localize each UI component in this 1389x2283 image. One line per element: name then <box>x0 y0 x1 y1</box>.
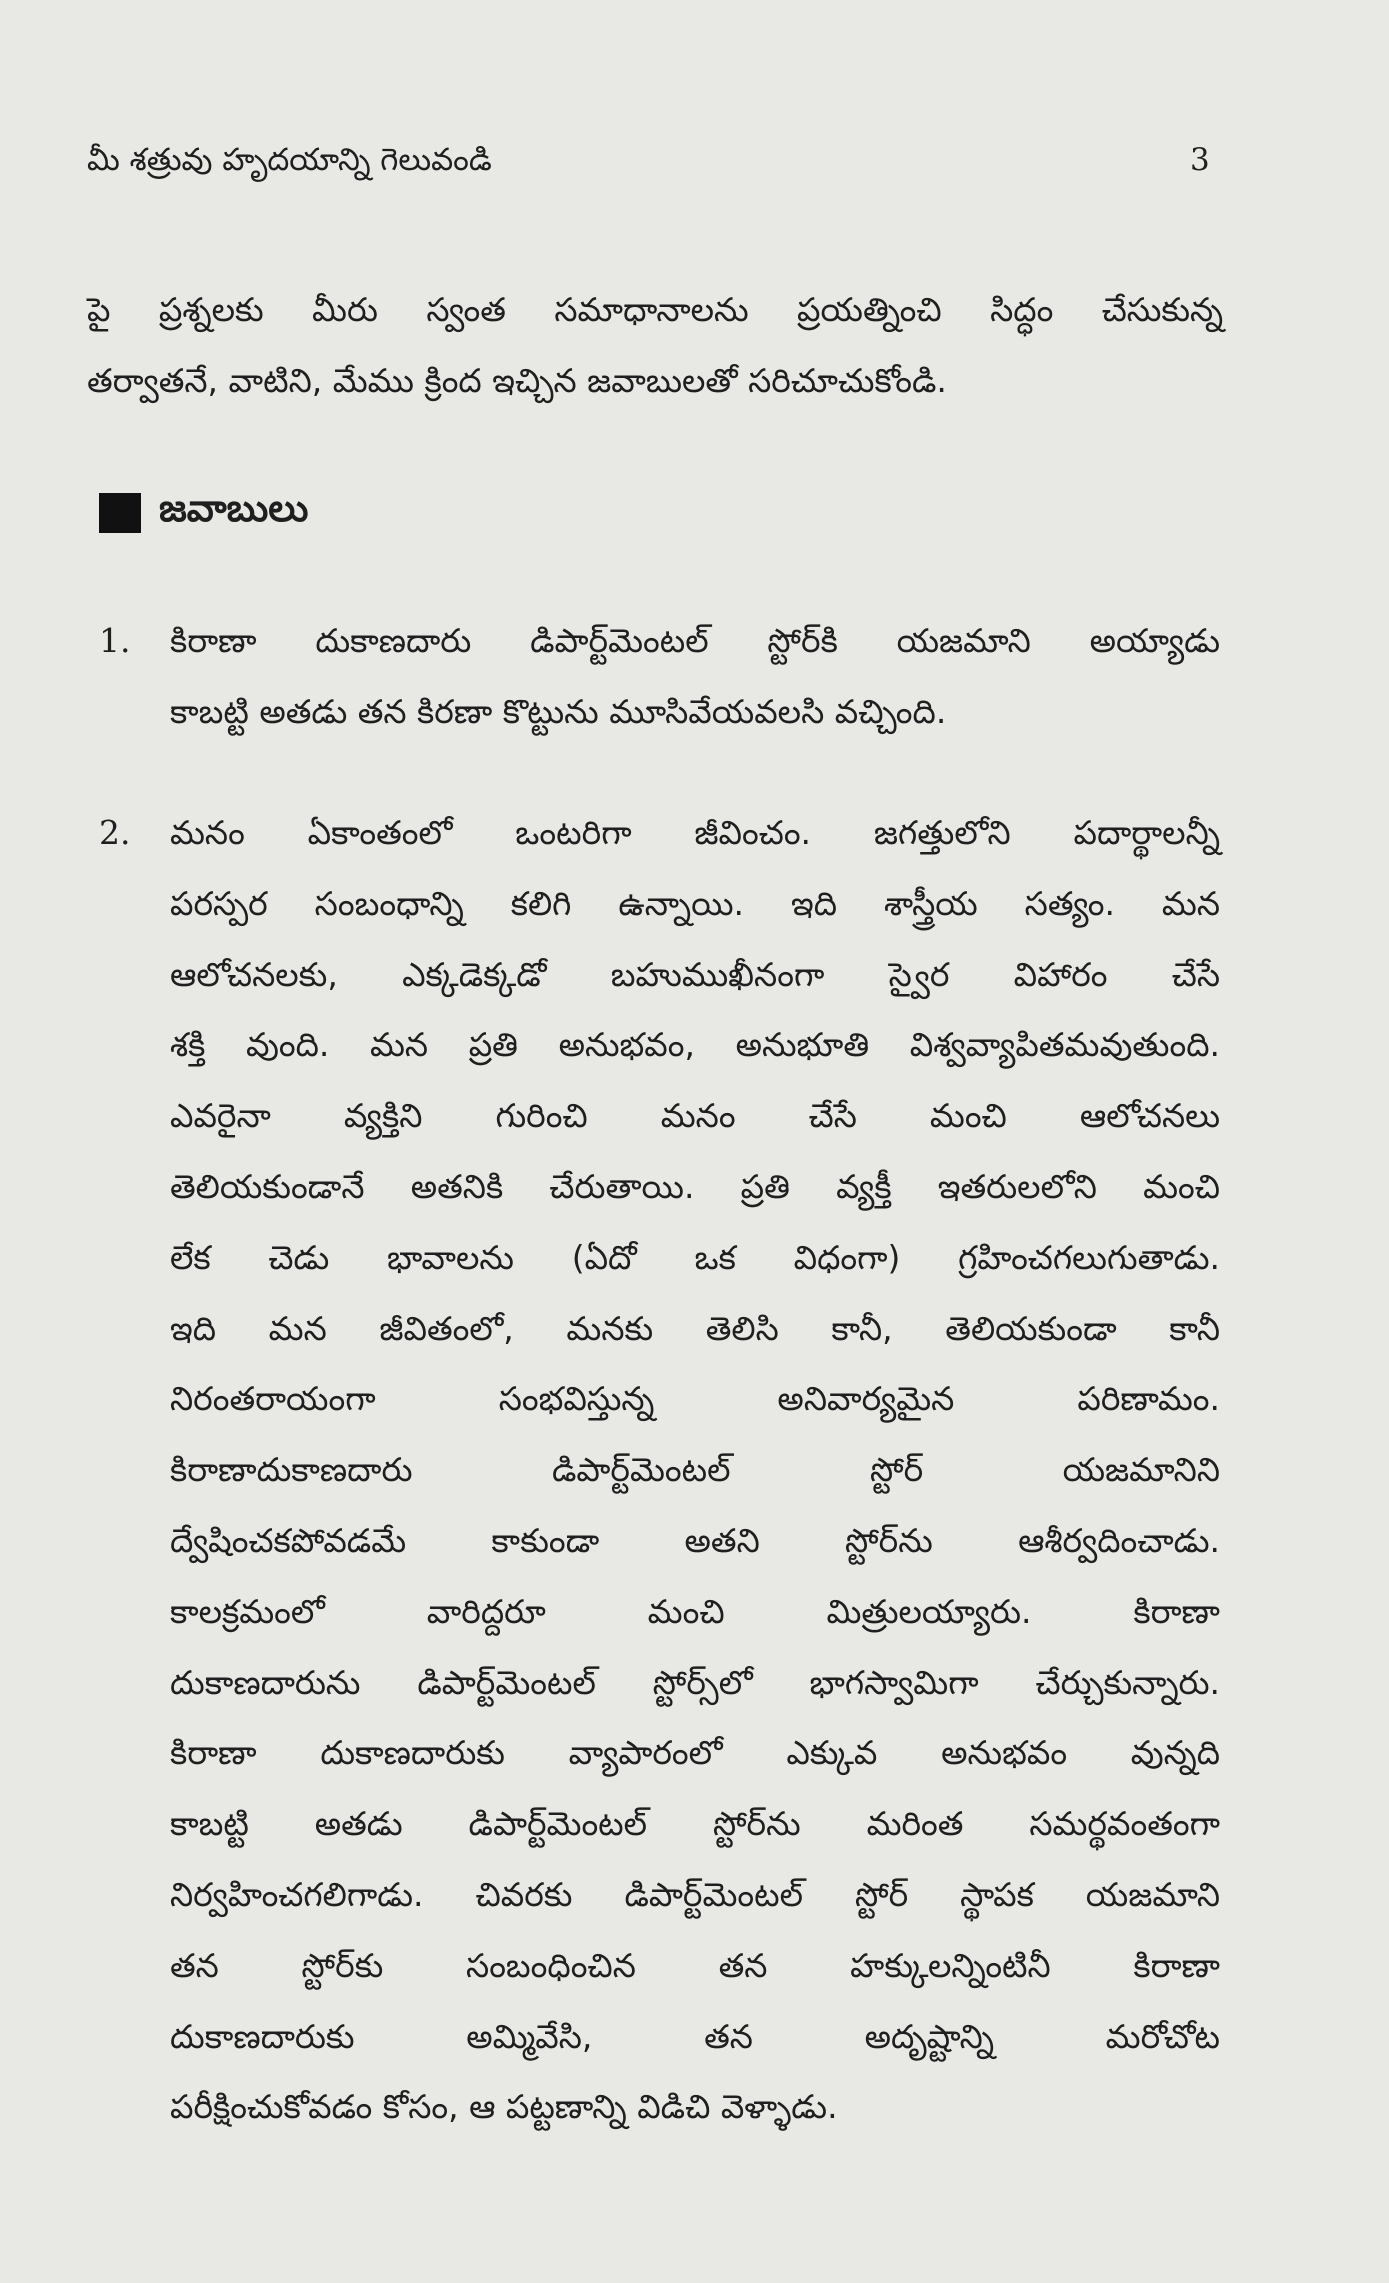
text-line: దుకాణదారును డిపార్ట్‌మెంటల్ స్టోర్స్‌లో భాగస్వామిగా చేర్చుకున్నారు. <box>170 1662 1220 1702</box>
answer-number: 1. <box>99 621 131 660</box>
text-line: ద్వేషించకపోవడమే కాకుండా అతని స్టోర్‌ను ఆశీర్వదించాడు. <box>170 1521 1220 1560</box>
section-heading-text: జవాబులు <box>159 486 309 530</box>
text-line: తన స్టోర్‌కు సంబంధించిన తన హక్కులన్నింటినీ కిరాణా <box>170 1945 1220 1985</box>
text-line: కిరాణాదుకాణదారు డిపార్ట్‌మెంటల్ స్టోర్ యజమానిని <box>170 1450 1220 1490</box>
text-line: లేక చెడు భావాలను (ఏదో ఒక విధంగా) గ్రహించగలుగుతాడు. <box>170 1237 1220 1277</box>
text-line: కిరాణా దుకాణదారు డిపార్ట్‌మెంటల్ స్టోర్‌కి యజమాని అయ్యాడు <box>170 621 1220 660</box>
section-heading <box>99 486 308 540</box>
running-title: మీ శత్రువు హృదయాన్ని గెలువండి <box>87 142 492 178</box>
text-line: పరీక్షించుకోవడం కోసం, ఆ పట్టణాన్ని విడిచి వెళ్ళాడు. <box>170 2087 838 2127</box>
page-number: 3 <box>1190 142 1210 178</box>
text-line: కాబట్టి అతడు డిపార్ట్‌మెంటల్ స్టోర్‌ను మరింత సమర్థవంతంగా <box>170 1804 1220 1844</box>
text-line: కాబట్టి అతడు తన కిరణా కొట్టును మూసివేయవలసి వచ్చింది. <box>170 691 947 731</box>
text-line: ఎవరైనా వ్యక్తిని గురించి మనం చేసే మంచి ఆలోచనలు <box>170 1096 1220 1136</box>
text-line: శక్తి వుంది. మన ప్రతి అనుభవం, అనుభూతి విశ్వవ్యాపితమవుతుంది. <box>170 1025 1220 1065</box>
text-line: ఆలోచనలకు, ఎక్కడెక్కడో బహుముఖీనంగా స్వైర విహారం చేసే <box>170 954 1220 994</box>
text-line: కిరాణా దుకాణదారుకు వ్యాపారంలో ఎక్కువ అనుభవం వున్నది <box>170 1733 1220 1773</box>
text-line: తర్వాతనే, వాటిని, మేము క్రింద ఇచ్చిన జవాబులతో సరిచూచుకోండి. <box>87 361 947 400</box>
text-line: మనం ఏకాంతంలో ఒంటరిగా జీవించం. జగత్తులోని పదార్థాలన్నీ <box>170 813 1220 852</box>
text-line: తెలియకుండానే అతనికి చేరుతాయి. ప్రతి వ్యక్తీ ఇతరులలోని మంచి <box>170 1167 1220 1206</box>
text-line: నిరంతరాయంగా సంభవిస్తున్న అనివార్యమైన పరిణామం. <box>170 1379 1220 1419</box>
text-line: పరస్పర సంబంధాన్ని కలిగి ఉన్నాయి. ఇది శాస్త్రీయ సత్యం. మన <box>170 883 1220 923</box>
answer-number: 2. <box>99 813 131 852</box>
text-line: నిర్వహించగలిగాడు. చివరకు డిపార్ట్‌మెంటల్ స్టోర్ స్థాపక యజమాని <box>170 1875 1220 1914</box>
text-line: ఇది మన జీవితంలో, మనకు తెలిసి కానీ, తెలియకుండా కానీ <box>170 1308 1220 1348</box>
black-square-bullet-icon <box>99 493 141 533</box>
text-line: పై ప్రశ్నలకు మీరు స్వంత సమాధానాలను ప్రయత్నించి సిద్ధం చేసుకున్న <box>87 290 1223 329</box>
text-line: కాలక్రమంలో వారిద్దరూ మంచి మిత్రులయ్యారు. కిరాణా <box>170 1591 1220 1631</box>
text-line: దుకాణదారుకు అమ్మివేసి, తన అదృష్టాన్ని మరోచోట <box>170 2016 1220 2056</box>
